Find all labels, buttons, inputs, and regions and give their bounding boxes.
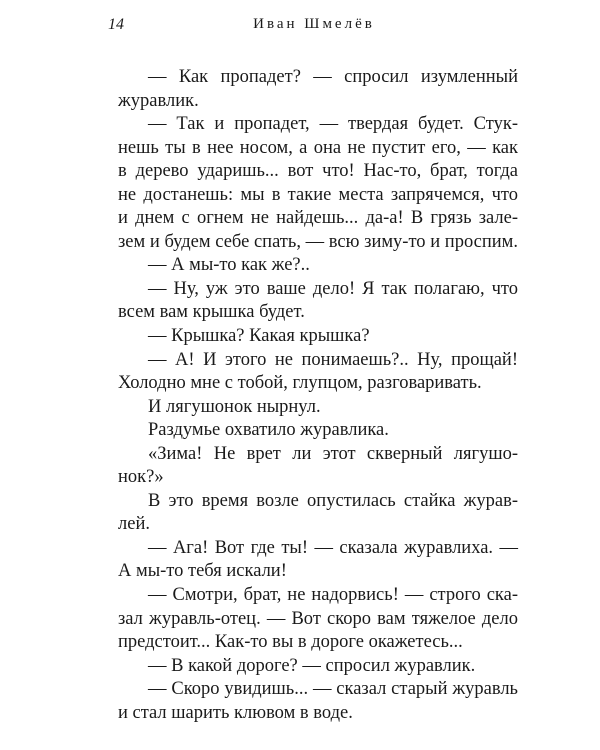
page-header — [108, 16, 520, 38]
text-line: А мы-то тебя искали! — [118, 561, 287, 582]
text-line: В это время возле опустилась стайка журав- — [148, 490, 518, 511]
text-line: — А мы-то как же?.. — [148, 255, 310, 276]
body-text — [118, 66, 518, 725]
text-line: нок?» — [118, 467, 164, 488]
text-line: лей. — [118, 514, 150, 535]
text-line: — Ага! Вот где ты! — сказала журавлиха. — — [148, 537, 518, 558]
text-line: нешь ты в нее носом, а она не пустит его, — как — [118, 137, 518, 158]
text-line: — Ну, уж это ваше дело! Я так полагаю, что — [148, 278, 518, 299]
text-line: в дерево ударишь... вот что! Нас-то, брат, тогда — [118, 161, 518, 182]
text-line: — Как пропадет? — спросил изумленный — [148, 67, 518, 87]
text-line: и стал шарить клювом в воде. — [118, 702, 353, 723]
page-number: 14 — [108, 16, 124, 33]
text-line: — Смотри, брат, не надорвись! — строго ска- — [148, 585, 518, 606]
text-line: не достанешь: мы в такие места запрячемся, что — [118, 184, 518, 205]
text-line: — Так и пропадет, — твердая будет. Стук- — [148, 114, 518, 135]
text-line: предстоит... Как-то вы в дороге окажетесь... — [118, 632, 463, 653]
text-line: — В какой дороге? — спросил журавлик. — [148, 655, 476, 676]
text-line: «Зима! Не врет ли этот скверный лягушо- — [148, 443, 518, 464]
text-line: журавлик. — [118, 90, 199, 111]
text-line: зем и будем себе спать, — всю зиму-то и проспим. — [118, 231, 518, 252]
text-line: всем вам крышка будет. — [118, 302, 305, 323]
text-line: Холодно мне с тобой, глупцом, разговаривать. — [118, 373, 482, 394]
running-title: Иван Шмелёв — [253, 16, 375, 32]
text-line: — Скоро увидишь... — сказал старый журавль — [148, 679, 518, 700]
text-line: зал журавль-отец. — Вот скоро вам тяжелое дело — [118, 608, 518, 629]
text-line: И лягушонок нырнул. — [148, 396, 321, 417]
text-line: Раздумье охватило журавлика. — [148, 420, 389, 441]
text-line: и днем с огнем не найдешь... да-а! В грязь зале- — [118, 208, 518, 229]
text-line: — А! И этого не понимаешь?.. Ну, прощай! — [148, 349, 518, 370]
text-line: — Крышка? Какая крышка? — [148, 326, 370, 347]
